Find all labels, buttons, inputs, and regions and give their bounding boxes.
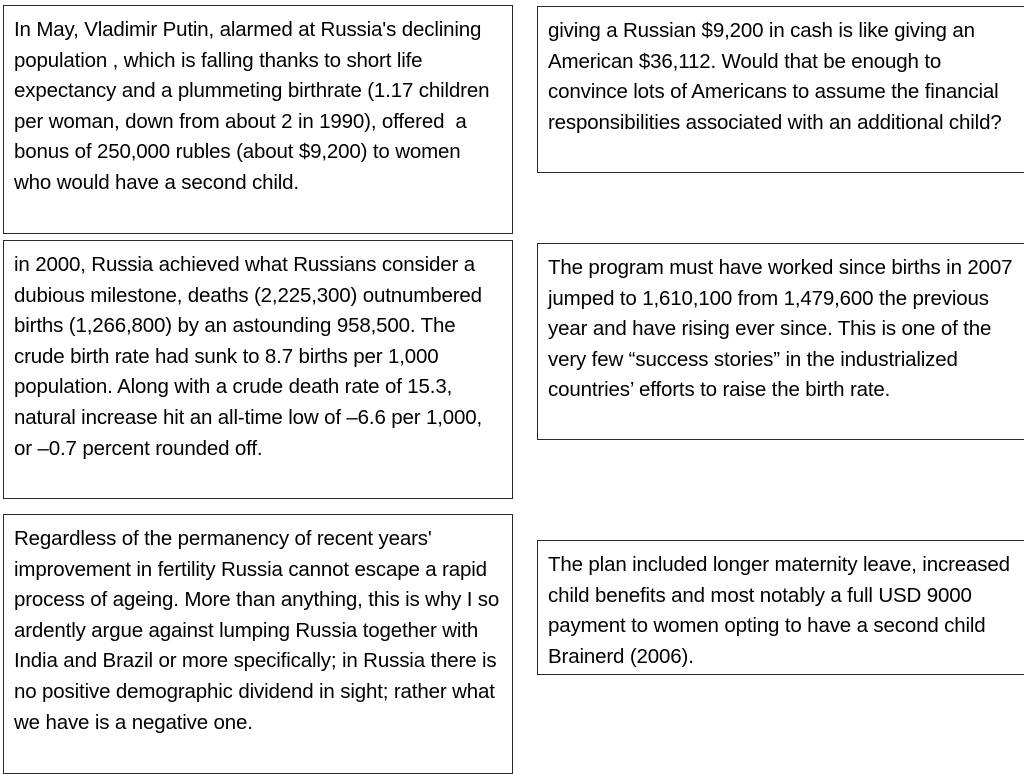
box-text: In May, Vladimir Putin, alarmed at Russia's declining population , which is falling thanks to short life expectancy and a plummeting birthrate (1.17 children per woman, down from about 2 in 1990), offered a bonus of 250,000 rubles (about $9,200) to women who would have a second child. [14, 18, 495, 194]
text-box-program-worked [537, 243, 1024, 440]
box-text: in 2000, Russia achieved what Russians consider a dubious milestone, deaths (2,225,300) outnumbered births (1,266,800) by an astounding 958,500. The crude birth rate had sunk to 8.7 births per 1,000 population. Along with a crude death rate of 15.3, natural increase hit an all-time low of –6.6 per 1,000, or –0.7 percent rounded off. [14, 253, 488, 460]
text-box-cash-comparison [537, 6, 1024, 173]
text-box-plan-details [537, 540, 1024, 675]
box-text: The plan included longer maternity leave, increased child benefits and most notably a full USD 9000 payment to women opting to have a second child Brainerd (2006). [548, 553, 1016, 668]
box-text: Regardless of the permanency of recent years' improvement in fertility Russia cannot escape a rapid process of ageing. More than anything, this is why I so ardently argue against lumping Russia together with India and Brazil or more specifically; in Russia there is no positive demographic dividend in sight; rather what we have is a negative one. [14, 527, 505, 734]
text-box-deaths-outnumber-births [3, 240, 513, 499]
box-text: giving a Russian $9,200 in cash is like giving an American $36,112. Would that be enough to convince lots of Americans to assume the financial responsibilities associated with an additional child? [548, 19, 1005, 134]
text-box-putin-bonus [3, 5, 513, 234]
box-text: The program must have worked since births in 2007 jumped to 1,610,100 from 1,479,600 the previous year and have rising ever since. This is one of the very few “success stories” in the industrialized countries’ efforts to raise the birth rate. [548, 256, 1018, 402]
text-box-ageing-argument [3, 514, 513, 774]
